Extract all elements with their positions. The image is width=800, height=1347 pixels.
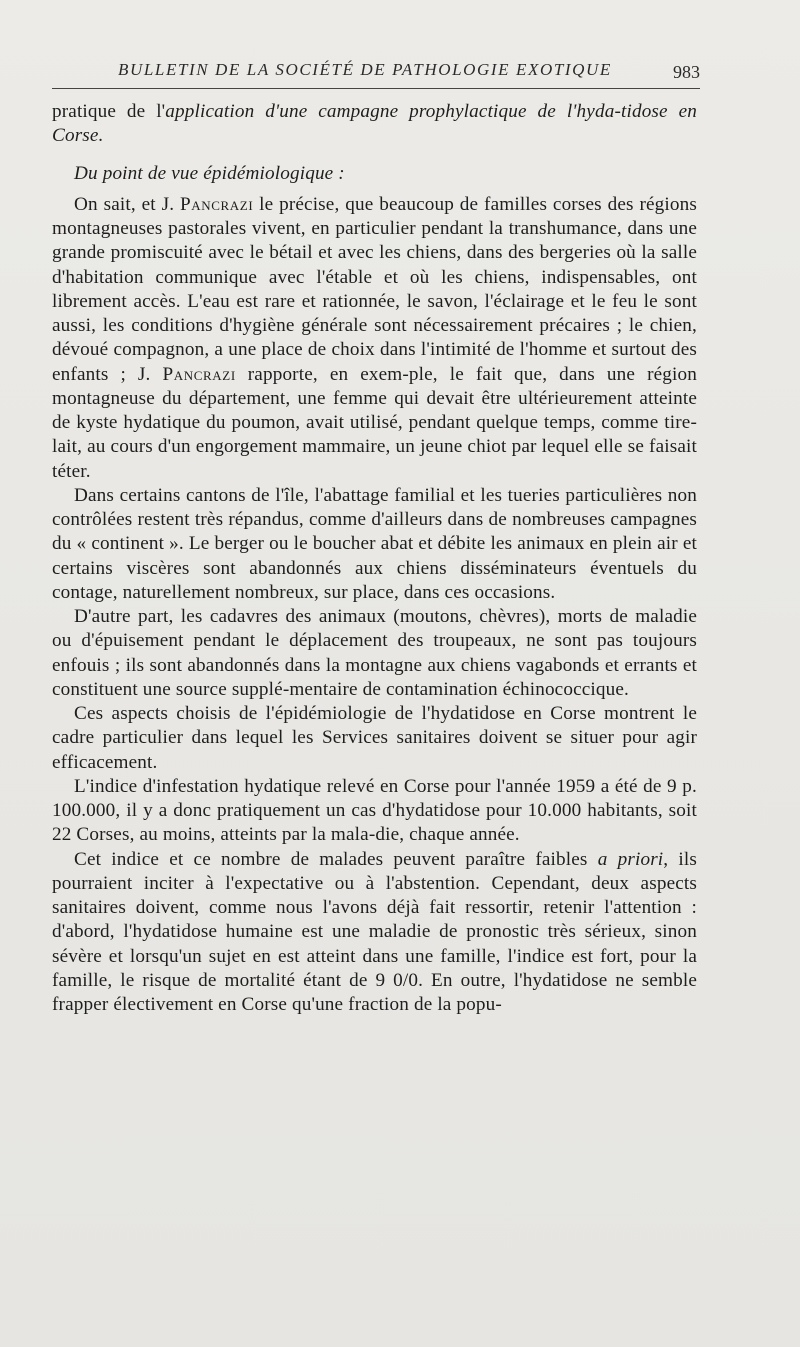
intro-paragraph	[52, 100, 697, 149]
author-name: Pancrazi	[162, 363, 236, 385]
paragraph-4: Ces aspects choisis de l'épidémiologie de l'hydatidose en Corse montrent le cadre particulier dans lequel les Services sanitaires doivent se situer pour agir efficacement.	[52, 703, 697, 773]
paragraph-6	[52, 848, 697, 1018]
page-number: 983	[673, 62, 700, 82]
paragraph-1-text-a: On sait, et J.	[74, 193, 181, 215]
author-name: Pancrazi	[180, 193, 254, 215]
running-head	[52, 56, 700, 86]
latin-phrase: a priori	[597, 848, 664, 870]
paragraph-3: D'autre part, les cadavres des animaux (moutons, chèvres), morts de maladie ou d'épuisement pendant le déplacement des troupeaux, ne sont pas toujours enfouis ; ils sont abandonnés dans la montagne aux chiens vagabonds et errants et constituent une source supplé-mentaire de contamination échinococcique.	[52, 606, 697, 700]
paragraph-2: Dans certains cantons de l'île, l'abattage familial et les tueries particulières non contrôlées restent très répandus, comme d'ailleurs dans de nombreuses campagnes du « continent ». Le berger ou le boucher abat et débite les animaux en plein air et certains viscères sont abandonnés aux chiens disséminateurs éventuels du contage, naturellement nombreux, sur place, dans ces occasions.	[52, 484, 697, 603]
header-rule	[52, 88, 700, 89]
paragraph-1-text-b: le précise, que beaucoup de familles corses des régions montagneuses pastorales vivent, en particulier pendant la transhumance, dans une grande promiscuité avec le bétail et avec les chiens, dans des bergeries où la salle d'habitation communique avec l'étable et où les chiens, indispensables, ont librement accès. L'eau est rare et rationnée, le savon, l'éclairage et le feu le sont aussi, les conditions d'hygiène générale sont nécessairement précaires ; le chien, dévoué compagnon, a une place de choix dans l'intimité de l'homme et surtout des enfants ; J.	[52, 193, 697, 385]
paragraph-1-text-c: rapporte, en exem-ple, le fait que, dans une région montagneuse du département, une femme qui devait être ultérieurement atteinte de kyste hydatique du poumon, avait utilisé, pendant quelque temps, comme tire-lait, au cours d'un engorgement mammaire, un jeune chiot par lequel elle se faisait téter.	[52, 363, 697, 482]
article-body	[52, 100, 697, 1017]
spacer	[52, 149, 697, 162]
journal-title: BULLETIN DE LA SOCIÉTÉ DE PATHOLOGIE EXOTIQUE	[118, 60, 612, 79]
intro-emphasis: application d'une campagne prophylactique de l'hyda-tidose en Corse.	[52, 101, 697, 147]
section-heading: Du point de vue épidémiologique :	[74, 162, 345, 184]
paragraph-5: L'indice d'infestation hydatique relevé en Corse pour l'année 1959 a été de 9 p. 100.000, il y a donc pratiquement un cas d'hydatidose pour 10.000 habitants, soit 22 Corses, au moins, atteints par la mala-die, chaque année.	[52, 775, 697, 846]
paragraph-6-text-a: Cet indice et ce nombre de malades peuvent paraître faibles	[74, 848, 598, 870]
paragraph-6-text-b: , ils pourraient inciter à l'expectative ou à l'abstention. Cependant, deux aspects sanitaires doivent, comme nous l'avons déjà fait ressortir, retenir l'attention : d'abord, l'hydatidose humaine est une maladie de pronostic très sérieux, sinon sévère et lorsqu'un sujet en est atteint dans une famille, l'indice est fort, pour la famille, le risque de mortalité étant de 9 0/0. En outre, l'hydatidose ne semble frapper électivement en Corse qu'une fraction de la popu-	[52, 848, 697, 1015]
paragraph-1	[52, 193, 697, 484]
intro-text: pratique de l'	[52, 101, 166, 122]
spacer	[52, 186, 697, 193]
